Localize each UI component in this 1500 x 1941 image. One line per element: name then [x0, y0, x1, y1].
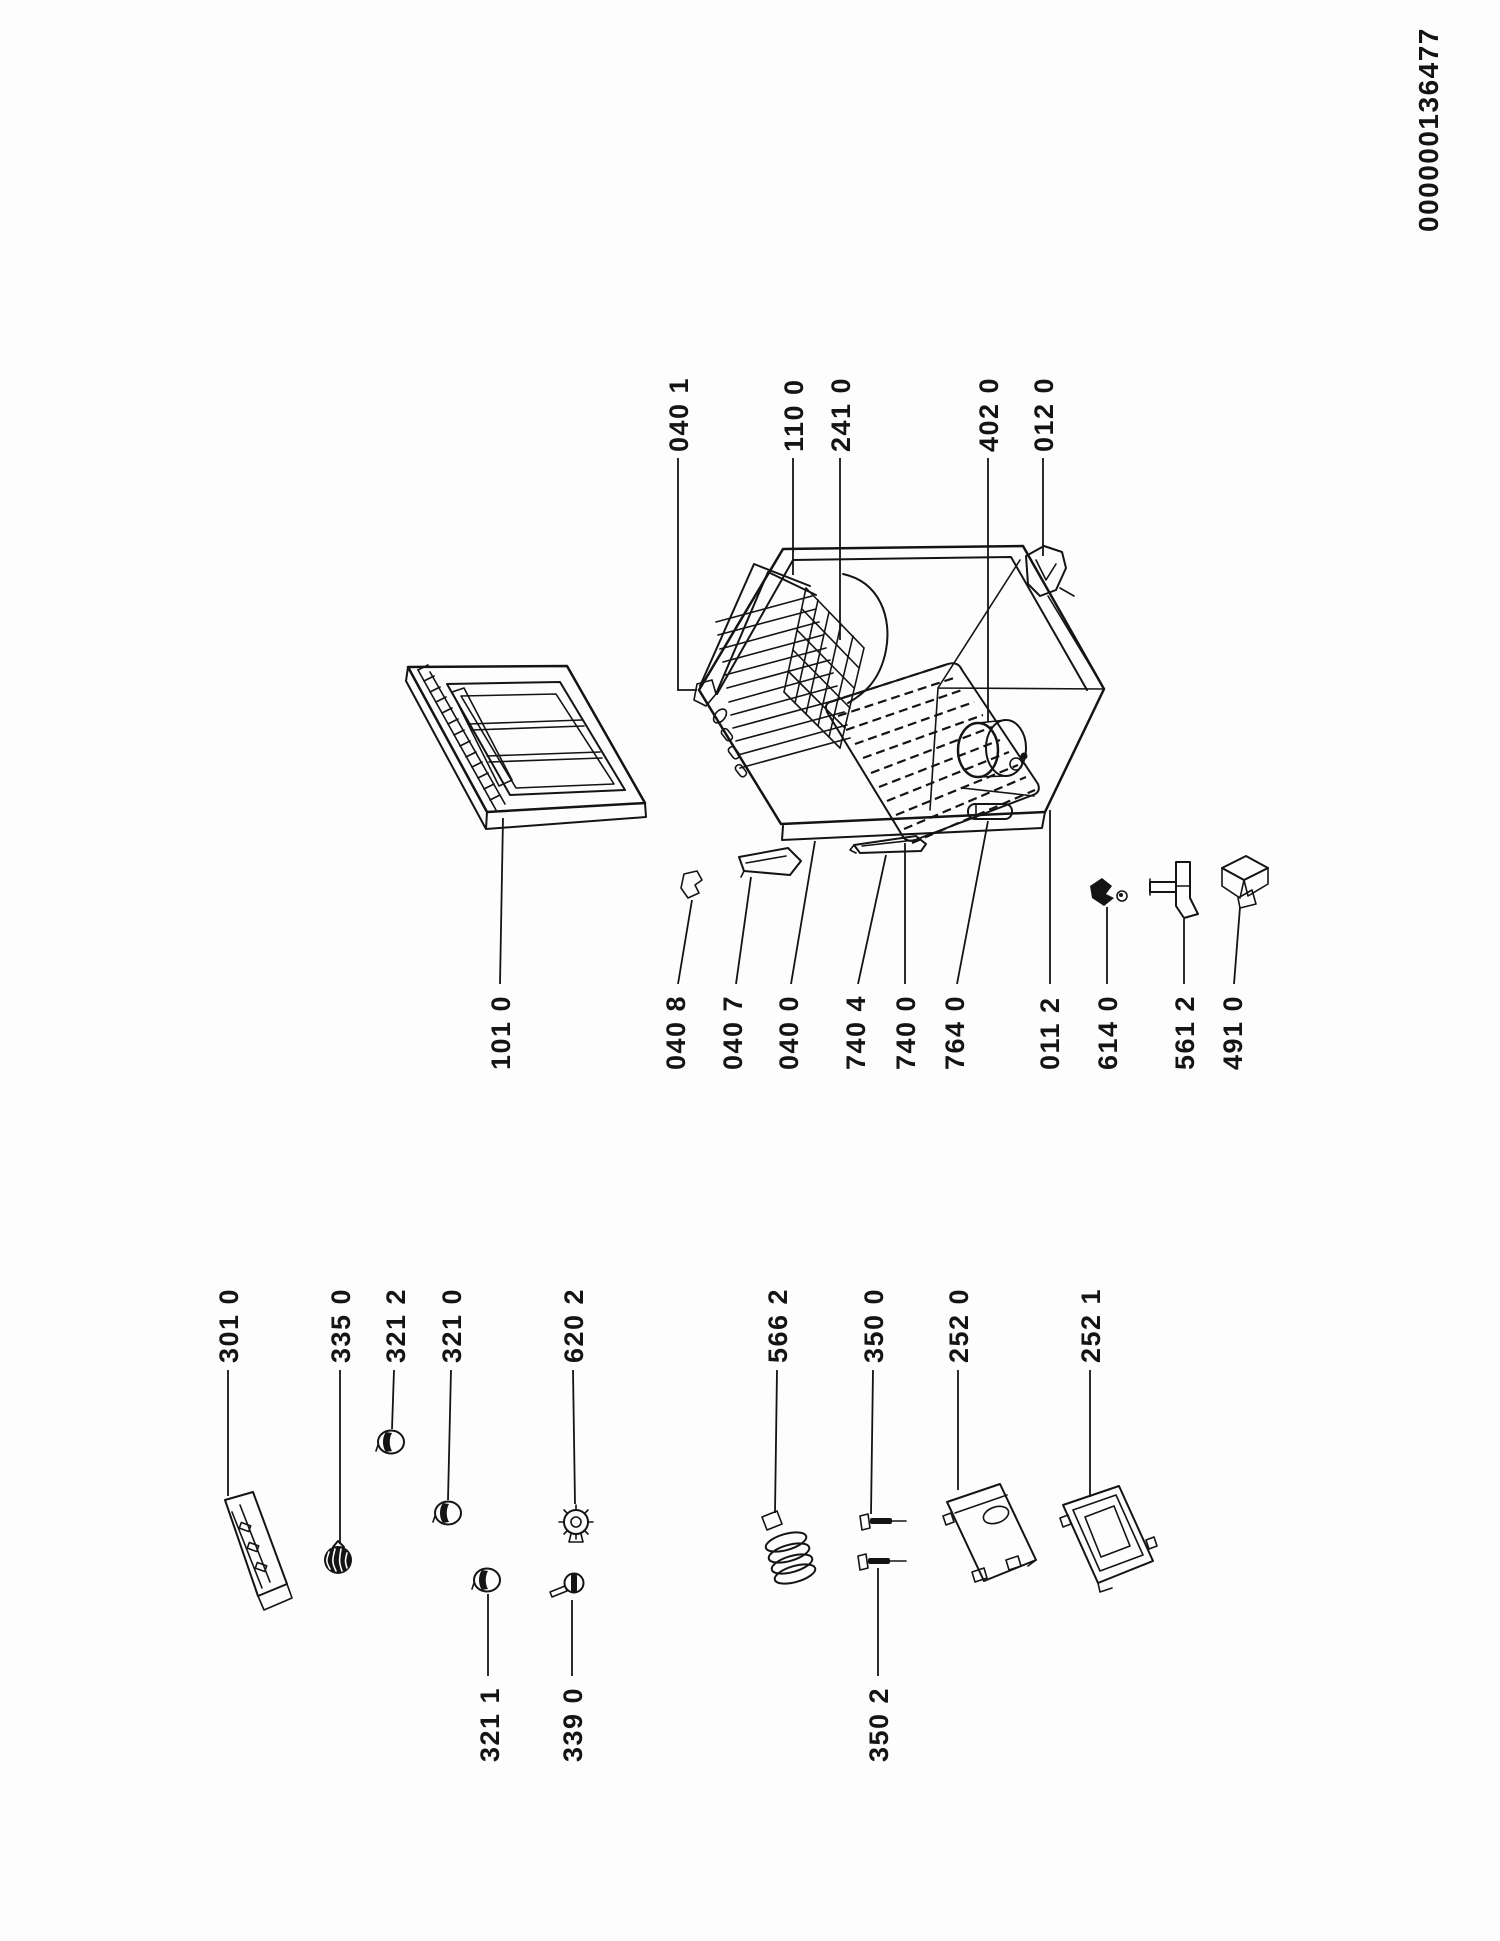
- leader-040-7: [736, 877, 751, 984]
- callout-764-0: 764 0: [940, 994, 970, 1070]
- leader-040-8: [678, 900, 692, 984]
- ribbed-knob-drawing: [324, 1541, 352, 1574]
- callout-321-0: 321 0: [437, 1287, 467, 1363]
- callout-350-0: 350 0: [859, 1287, 889, 1363]
- control-panel-drawing: [225, 1492, 292, 1610]
- leader-101-0: [500, 818, 503, 984]
- callout-321-1: 321 1: [475, 1686, 505, 1762]
- wire-basket-drawing: [700, 564, 850, 768]
- callout-252-1: 252 1: [1076, 1287, 1106, 1363]
- button-cap-321-0-drawing: [433, 1502, 461, 1525]
- button-cap-321-2-drawing: [376, 1431, 404, 1454]
- pin-350-2-drawing: [858, 1554, 906, 1570]
- leader-740-4: [858, 855, 886, 984]
- callout-012-0: 012 0: [1029, 376, 1059, 452]
- leader-620-2: [573, 1370, 575, 1504]
- callout-011-2: 011 2: [1035, 996, 1065, 1070]
- compressor-drawing: [958, 720, 1034, 796]
- callout-110-0: 110 0: [779, 378, 809, 452]
- callout-252-0: 252 0: [944, 1287, 974, 1363]
- callout-740-4: 740 4: [841, 994, 871, 1070]
- corner-cap-drawing: [1222, 856, 1268, 908]
- callout-350-2: 350 2: [864, 1686, 894, 1762]
- callout-614-0: 614 0: [1093, 994, 1123, 1070]
- corner-bracket-drawing: [1026, 546, 1074, 596]
- fastener-set-drawing: [1090, 878, 1127, 906]
- document-number: 000000136477: [1413, 27, 1444, 232]
- pin-350-0-drawing: [860, 1514, 906, 1530]
- callout-740-0: 740 0: [891, 994, 921, 1070]
- condenser-grille-drawing: [826, 663, 1039, 843]
- callout-321-2: 321 2: [381, 1287, 411, 1363]
- callout-040-1: 040 1: [664, 376, 694, 452]
- button-cap-321-1-drawing: [472, 1569, 500, 1592]
- callout-339-0: 339 0: [558, 1686, 588, 1762]
- small-clip-drawing: [681, 871, 702, 898]
- callout-620-2: 620 2: [559, 1287, 589, 1363]
- callout-040-7: 040 7: [718, 994, 748, 1070]
- spring-coil-drawing: [762, 1511, 817, 1587]
- callout-491-0: 491 0: [1218, 994, 1248, 1070]
- leader-764-0: [957, 821, 988, 984]
- drain-fitting-drawing: [1150, 862, 1198, 918]
- leader-321-2: [392, 1370, 394, 1429]
- callout-566-2: 566 2: [763, 1287, 793, 1363]
- callout-040-8: 040 8: [661, 994, 691, 1070]
- leader-040-1: [678, 458, 697, 690]
- callout-402-0: 402 0: [974, 376, 1004, 452]
- callout-101-0: 101 0: [486, 994, 516, 1070]
- leader-566-2: [775, 1370, 777, 1513]
- lid-panel-drawing: [406, 665, 646, 829]
- leader-321-0: [448, 1370, 451, 1500]
- leader-350-0: [871, 1370, 873, 1514]
- leader-491-0: [1234, 907, 1240, 984]
- leader-040-0: [791, 841, 815, 984]
- indicator-bulb-drawing: [550, 1574, 584, 1598]
- callout-301-0: 301 0: [214, 1287, 244, 1363]
- callout-241-0: 241 0: [826, 376, 856, 452]
- callout-335-0: 335 0: [326, 1287, 356, 1363]
- lamp-holder-drawing: [559, 1505, 593, 1542]
- switch-housing-252-1-drawing: [1060, 1486, 1157, 1592]
- mounting-bracket-drawing: [850, 836, 926, 853]
- switch-housing-252-0-drawing: [943, 1484, 1036, 1582]
- drain-tray-drawing: [739, 848, 801, 877]
- callout-040-0: 040 0: [774, 994, 804, 1070]
- callout-561-2: 561 2: [1170, 994, 1200, 1070]
